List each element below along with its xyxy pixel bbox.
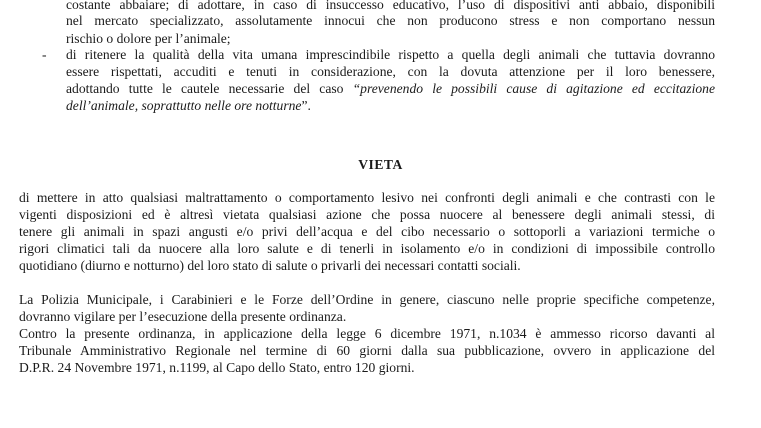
- paragraph-ricorso-line-3: D.P.R. 24 Novembre 1971, n.1199, al Capo dello Stato, entro 120 giorni.: [19, 360, 415, 375]
- bullet-item-2-line-2: essere rispettati, accuditi e tenuti in considerazione, con la dovuta attenzione per il loro benessere,: [66, 64, 715, 79]
- bullet-item-2-line-4-quote: dell’animale, soprattutto nelle ore notturne: [66, 98, 302, 113]
- bullet-item-1-line-3: rischio o dolore per l’animale;: [66, 31, 231, 46]
- bullet-item-1-line-1: costante abbaiare; di adottare, in caso di insuccesso educativo, l’uso di dispositivi anti abbaio, disponibili: [66, 0, 715, 12]
- bullet-item-2-line-4: [66, 98, 311, 114]
- paragraph-polizia-line-2: dovranno vigilare per l’esecuzione della presente ordinanza.: [19, 309, 347, 324]
- section-heading-vieta: VIETA: [358, 157, 403, 172]
- bullet-item-2-line-3: [66, 81, 715, 98]
- bullet-item-2-line-4-end: ”.: [301, 98, 311, 113]
- bullet-dash: -: [42, 47, 47, 62]
- paragraph-ricorso-line-1: Contro la presente ordinanza, in applicazione della legge 6 dicembre 1971, n.1034 è ammesso ricorso davanti al: [19, 326, 715, 341]
- bullet-item-2-line-3-quote: “prevenendo le possibili cause di agitazione ed eccitazione: [352, 81, 715, 96]
- paragraph-vieta-line-4: rigori climatici tali da nuocere alla loro salute e di tenerli in isolamento e/o in condizioni di impossibile controllo: [19, 241, 715, 256]
- paragraph-polizia-line-1: La Polizia Municipale, i Carabinieri e le Forze dell’Ordine in genere, ciascuno nelle proprie specifiche competenze,: [19, 292, 715, 307]
- paragraph-vieta-line-1: di mettere in atto qualsiasi maltrattamento o comportamento lesivo nei confronti degli animali e che contrasti con le: [19, 190, 715, 205]
- bullet-item-2-line-1: di ritenere la qualità della vita umana imprescindibile rispetto a quella degli animali che tuttavia dovranno: [66, 47, 715, 62]
- bullet-item-2-line-3-text: adottando tutte le cautele necessarie del caso: [66, 81, 353, 96]
- paragraph-vieta-line-2: vigenti disposizioni ed è altresì vietata qualsiasi azione che possa nuocere al benessere degli animali stessi, di: [19, 207, 715, 222]
- paragraph-vieta-line-5: quotidiano (diurno e notturno) del loro stato di salute o privarli dei necessari contatti sociali.: [19, 258, 521, 273]
- paragraph-vieta-line-3: tenere gli animali in spazi angusti e/o privi dell’acqua e del cibo necessario o sottoporli a variazioni termiche o: [19, 224, 715, 239]
- bullet-item-1-line-2: nel mercato specializzato, assolutamente innocui che non producono stress e non comportano nessun: [66, 13, 715, 28]
- paragraph-ricorso-line-2: Tribunale Amministrativo Regionale nel termine di 60 giorni dalla sua pubblicazione, ovvero in applicazione del: [19, 343, 715, 358]
